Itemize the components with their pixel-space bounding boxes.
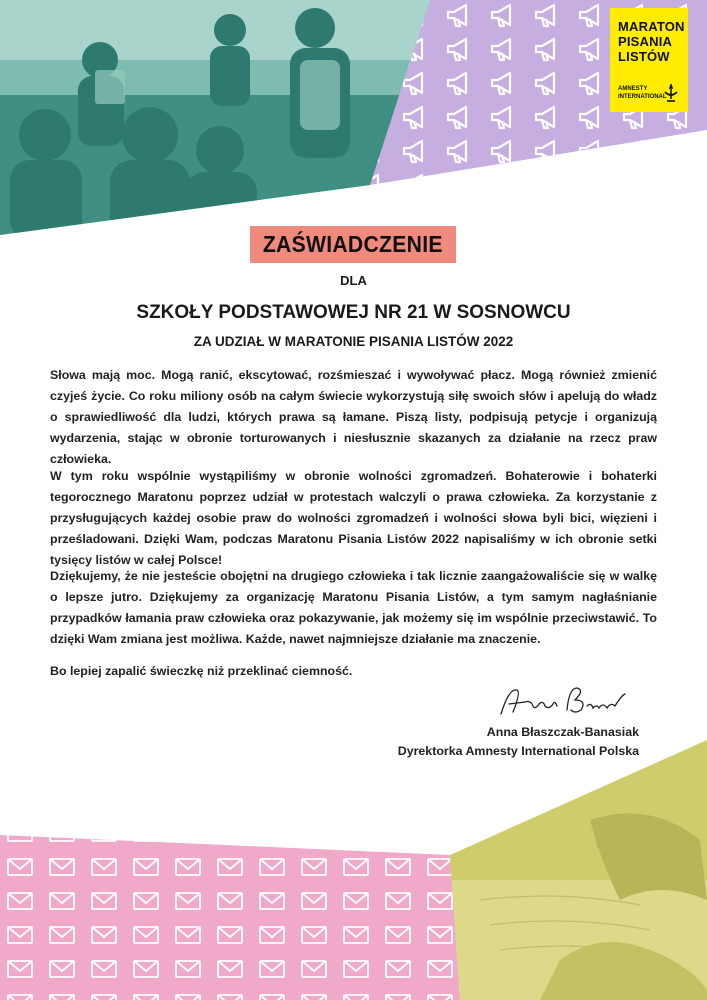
header-photo [0, 0, 440, 240]
header-artwork [0, 0, 707, 240]
footer-artwork [0, 740, 707, 1000]
logo-line-3: LISTÓW [618, 49, 670, 64]
certificate-title-text: ZAŚWIADCZENIE [263, 231, 443, 257]
handwritten-signature [495, 682, 645, 722]
footer-photo [440, 740, 707, 1000]
for-label: DLA [340, 273, 367, 288]
certificate-title [250, 226, 456, 263]
signatory-role: Dyrektorka Amnesty International Polska [397, 744, 639, 758]
logo-brand-1: AMNESTY [618, 86, 648, 92]
body-paragraph-4: Bo lepiej zapalić świeczkę niż przeklinać ciemność. [50, 664, 353, 678]
candle-icon [662, 84, 680, 104]
signatory-name: Anna Błaszczak-Banasiak [486, 725, 639, 739]
logo-line-1: MARATON [618, 19, 685, 34]
signature-image [495, 682, 645, 722]
logo-line-2: PISANIA [618, 34, 673, 49]
participation-reason: ZA UDZIAŁ W MARATONIE PISANIA LISTÓW 2022 [193, 334, 514, 349]
body-paragraph-1: Słowa mają moc. Mogą ranić, ekscytować, rozśmieszać i wywoływać płacz. Mogą również zmienić czyjeś życie. Co roku miliony osób na całym świecie wykorzystują siłę swoich słów i apelują do władz o sprawiedliwość dla ludzi, których prawa są łamane. Piszą listy, podpisują petycje i organizują wydarzenia, stając w obronie torturowanych i niesłusznie skazanych za działanie na rzecz praw człowieka. [50, 368, 657, 466]
maraton-logo [610, 8, 688, 112]
body-paragraph-2: W tym roku wspólnie wystąpiliśmy w obronie wolności zgromadzeń. Bohaterowie i bohaterki tegorocznego Maratonu poprzez udział w protestach walczyli o prawa człowieka. Za korzystanie z przysługujących każdej osobie praw do wolności zgromadzeń i wolności słowa byli bici, więzieni i prześladowani. Dzięki Wam, podczas Maratonu Pisania Listów 2022 napisaliśmy w ich obronie setki tysięcy listów w całej Polsce! [50, 469, 657, 567]
pink-envelope-pattern [0, 830, 470, 1000]
logo-brand-2: INTERNATIONAL [618, 94, 667, 100]
recipient-name: SZKOŁY PODSTAWOWEJ NR 21 W SOSNOWCU [136, 302, 571, 323]
body-paragraph-3: Dziękujemy, że nie jesteście obojętni na drugiego człowieka i tak licznie zaangażowaliście się w walkę o lepsze jutro. Dziękujemy za organizację Maratonu Pisania Listów, a tym samym nagłaśnianie przypadków łamania praw człowieka oraz pokazywanie, jak możemy się im wspólnie przeciwstawić. To dzięki Wam zmiana jest możliwa. Każde, nawet najmniejsze działanie ma znaczenie. [50, 569, 657, 646]
